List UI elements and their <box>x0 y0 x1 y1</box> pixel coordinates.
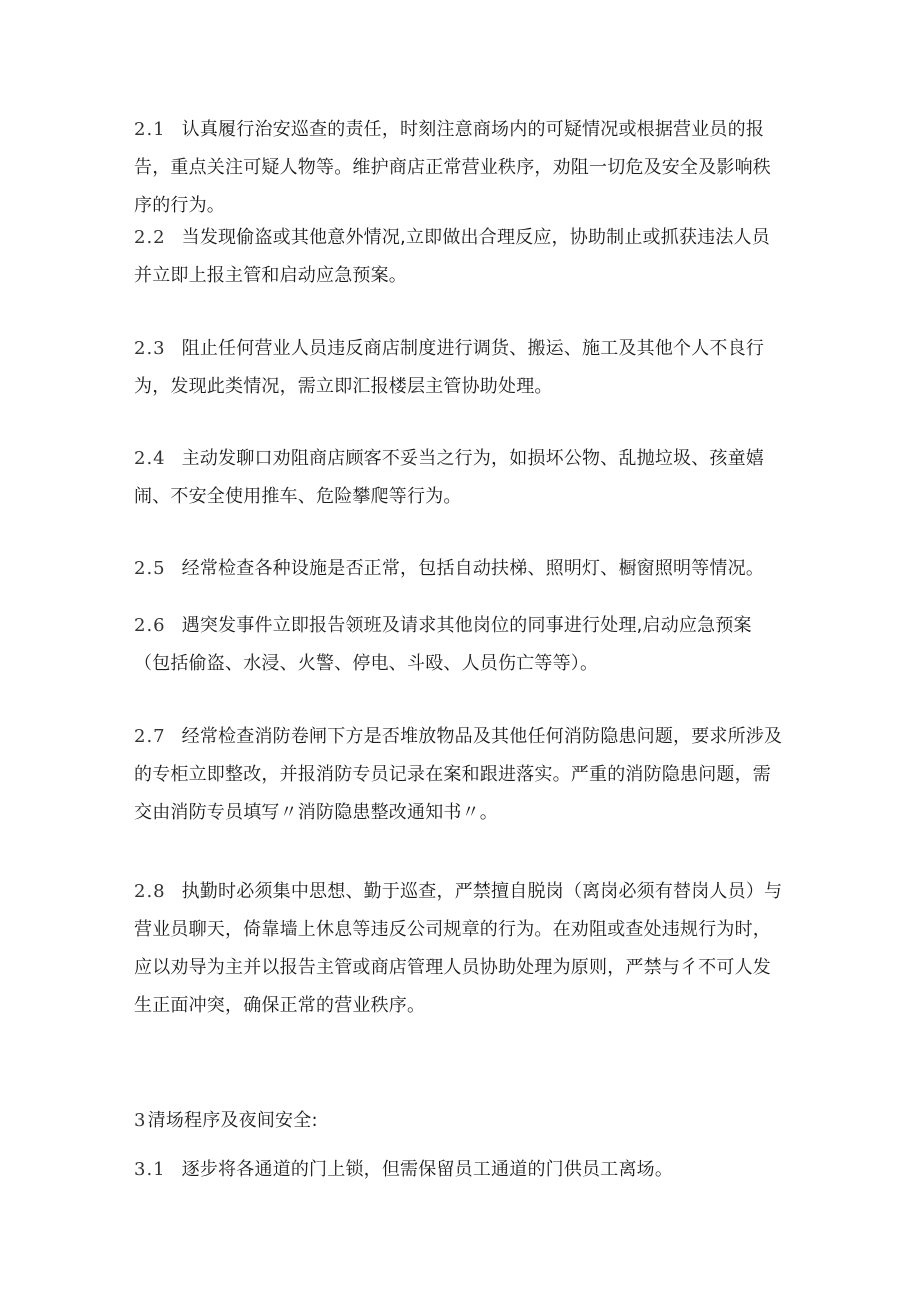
paragraph-text: 逐步将各通道的门上锁，但需保留员工通道的门供员工离场。 <box>181 1159 674 1180</box>
paragraph-text: 主动发聊口劝阻商店顾客不妥当之行为，如损坏公物、乱抛垃圾、孩童嬉闹、不安全使用推车、危险攀爬等行为。 <box>134 448 765 507</box>
heading-number: 3 <box>134 1110 146 1131</box>
heading-text: 清场程序及夜间安全: <box>147 1110 318 1131</box>
paragraph-2-3 <box>134 330 784 406</box>
section-number: 2.8 <box>134 881 166 902</box>
paragraph-text: 执勤时必须集中思想、勤于巡查，严禁擅自脱岗（离岗必须有替岗人员）与营业员聊天，倚靠墙上休息等违反公司规章的行为。在劝阻或查处违规行为时，应以劝导为主并以报告主管或商店管理人员协助处理为原则，严禁与彳不可人发生正面冲突，确保正常的营业秩序。 <box>134 881 783 1016</box>
section-number: 2.3 <box>134 338 166 359</box>
section-number: 3.1 <box>134 1159 166 1180</box>
section-number: 2.4 <box>134 448 166 469</box>
paragraph-2-5 <box>134 550 784 588</box>
paragraph-2-8 <box>134 873 784 1025</box>
paragraph-2-4 <box>134 440 784 516</box>
section-heading-3 <box>134 1102 784 1140</box>
section-number: 2.1 <box>134 119 166 140</box>
paragraph-3-1 <box>134 1151 784 1189</box>
section-number: 2.2 <box>134 227 166 248</box>
paragraph-text: 当发现偷盗或其他意外情况,立即做出合理反应，协助制止或抓获违法人员并立即上报主管和启动应急预案。 <box>134 227 770 286</box>
paragraph-text: 阻止任何营业人员违反商店制度进行调货、搬运、施工及其他个人不良行为，发现此类情况，需立即汇报楼层主管协助处理。 <box>134 338 765 397</box>
paragraph-text: 认真履行治安巡查的责任，时刻注意商场内的可疑情况或根据营业员的报告，重点关注可疑人物等。维护商店正常营业秩序，劝阻一切危及安全及影响秩序的行为。 <box>134 119 771 216</box>
paragraph-2-2 <box>134 219 784 295</box>
paragraph-text: 经常检查各种设施是否正常，包括自动扶梯、照明灯、橱窗照明等情况。 <box>181 558 765 579</box>
section-number: 2.6 <box>134 615 166 636</box>
section-number: 2.7 <box>134 726 166 747</box>
paragraph-text: 经常检查消防卷闸下方是否堆放物品及其他任何消防隐患问题，要求所涉及的专柜立即整改，并报消防专员记录在案和跟进落实。严重的消防隐患问题，需交由消防专员填写〃消防隐患整改通知书〃。 <box>134 726 783 823</box>
paragraph-2-7 <box>134 718 784 832</box>
paragraph-2-1 <box>134 111 784 225</box>
paragraph-2-6 <box>134 607 784 683</box>
section-number: 2.5 <box>134 558 166 579</box>
paragraph-text: 遇突发事件立即报告领班及请求其他岗位的同事进行处理,启动应急预案（包括偷盗、水浸、火警、停电、斗殴、人员伤亡等等）。 <box>134 615 752 674</box>
